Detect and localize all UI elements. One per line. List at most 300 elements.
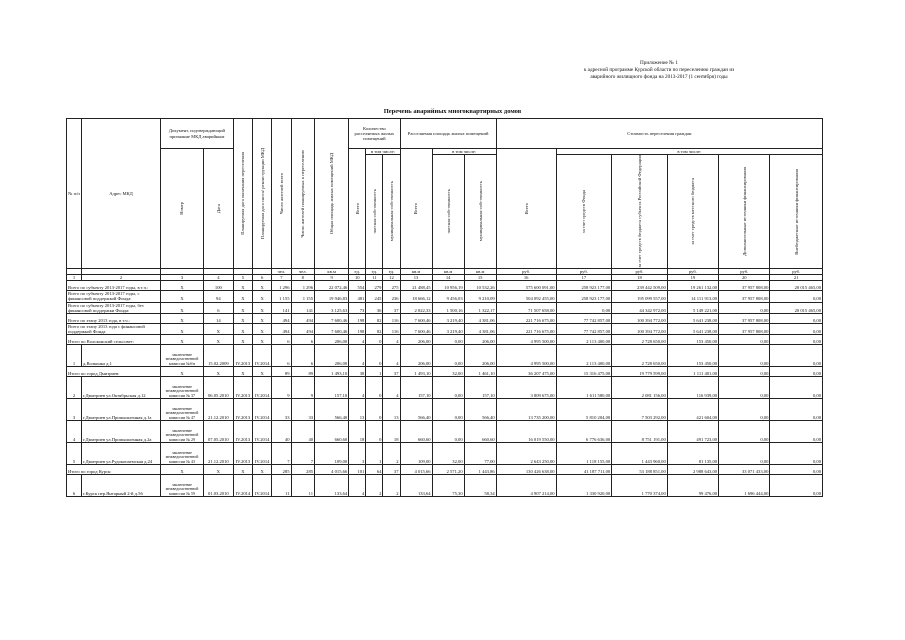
cell-col-4: 01.03.2010 bbox=[203, 475, 233, 497]
column-number-cell-16: 16 bbox=[496, 274, 556, 280]
table-body bbox=[67, 281, 823, 497]
cell-col-5: IV.2013 bbox=[233, 345, 252, 367]
cell-col-13: 7 600,46 bbox=[400, 313, 432, 323]
header-cost-incl: в том числе: bbox=[556, 149, 822, 155]
column-number-cell-14: 14 bbox=[432, 274, 464, 280]
column-number-cell-9: 9 bbox=[315, 274, 349, 280]
cell-col-4: Х bbox=[203, 465, 233, 475]
cell-col-13: 1 493,10 bbox=[400, 367, 432, 377]
document-title: Перечень аварийных многоквартирных домов bbox=[383, 108, 522, 115]
header-area-incl: в том числе: bbox=[432, 149, 496, 155]
cell-col-7: 1 296 bbox=[272, 281, 291, 291]
cell-col-13: 7 600,46 bbox=[400, 323, 432, 334]
appendix-line-2: к адресной программе Курской области по переселению граждан из bbox=[583, 67, 735, 73]
cell-col-1: 2 bbox=[67, 377, 82, 399]
cell-col-18: 44 342 972,00 bbox=[612, 302, 668, 313]
cell-col-21: 0,00 bbox=[770, 421, 823, 443]
cell-col-19: 5 149 221,00 bbox=[667, 302, 718, 313]
cell-col-15: 206,00 bbox=[464, 345, 496, 367]
cell-col-11: 2 bbox=[366, 475, 383, 497]
cell-col-15: 4 381,06 bbox=[464, 323, 496, 334]
cell-col-10: 198 bbox=[349, 313, 366, 323]
header-planned-demolish: Планируемая дата сноса/ реконструкции МКД bbox=[253, 119, 272, 269]
column-number-cell-15: 15 bbox=[464, 274, 496, 280]
cell-col-16: 130 426 638,00 bbox=[496, 465, 556, 475]
header-num: № п/п bbox=[67, 119, 82, 269]
cell-col-21: 0,00 bbox=[770, 345, 823, 367]
cell-col-10: 4 bbox=[349, 335, 366, 345]
cell-col-5: Х bbox=[233, 465, 252, 475]
cell-col-19: 5 641 238,00 bbox=[667, 313, 718, 323]
cell-col-12: 18 bbox=[383, 421, 400, 443]
cell-col-17: 258 923 177,00 bbox=[556, 291, 612, 302]
cell-col-17: 2 113 400,00 bbox=[556, 335, 612, 345]
cell-col-19: 19 261 132,00 bbox=[667, 281, 718, 291]
cell-col-5: IV.2013 bbox=[233, 377, 252, 399]
cell-col-12: 236 bbox=[383, 291, 400, 302]
cell-col-19: 421 604,00 bbox=[667, 399, 718, 421]
cell-col-2: г.Дмитриев ул.Рудокопаемская д.24 bbox=[81, 443, 160, 465]
cell-col-4: Х bbox=[203, 335, 233, 345]
cell-col-8: 494 bbox=[291, 323, 315, 334]
cell-col-10: 38 bbox=[349, 367, 366, 377]
cell-col-16: 4 995 500,00 bbox=[496, 335, 556, 345]
cell-col-17: 2 113 400,00 bbox=[556, 345, 612, 367]
cell-col-9: 206,00 bbox=[315, 335, 349, 345]
cell-col-15: 10 532,26 bbox=[464, 281, 496, 291]
cell-col-21: 20 015 465,00 bbox=[770, 281, 823, 291]
cell-col-17: 6 776 636,00 bbox=[556, 421, 612, 443]
cell-col-21: 0,00 bbox=[770, 335, 823, 345]
column-number-cell-18: 18 bbox=[612, 274, 668, 280]
cell-col-12: 37 bbox=[383, 302, 400, 313]
cell-col-19: 491 723,00 bbox=[667, 421, 718, 443]
cell-col-4: Х bbox=[203, 323, 233, 334]
cell-col-1: 5 bbox=[67, 443, 82, 465]
unit-cell-10: ед. bbox=[349, 268, 366, 274]
cell-col-15: 77,00 bbox=[464, 443, 496, 465]
unit-cell-18: руб. bbox=[612, 268, 668, 274]
header-address: Адрес МКД bbox=[81, 119, 160, 269]
cell-col-20: 0,00 bbox=[719, 367, 770, 377]
cell-col-2: г.Курск пер.Янтарный 2-й д.56 bbox=[81, 475, 160, 497]
cell-col-9: 133,64 bbox=[315, 475, 349, 497]
cell-col-17: 1 330 920,00 bbox=[556, 475, 612, 497]
cell-col-9: 109,00 bbox=[315, 443, 349, 465]
cell-col-4: 07.05.2010 bbox=[203, 421, 233, 443]
cell-col-11: 64 bbox=[366, 465, 383, 475]
cell-col-4: 21.12.2010 bbox=[203, 443, 233, 465]
header-residents: Число жителей всего bbox=[272, 119, 291, 269]
summary-row bbox=[67, 291, 823, 302]
cell-col-7: 285 bbox=[272, 465, 291, 475]
cell-col-19: 99 476,00 bbox=[667, 475, 718, 497]
cell-col-4: 100 bbox=[203, 281, 233, 291]
cell-col-11: 0 bbox=[366, 421, 383, 443]
column-number-cell-8: 8 bbox=[291, 274, 315, 280]
cell-col-11: 279 bbox=[366, 281, 383, 291]
row-label: Всего по субъекту 2013-2017 годы, с финансовой поддержкой Фонда: bbox=[67, 291, 161, 302]
cell-col-16: 4 907 214,00 bbox=[496, 475, 556, 497]
cell-col-19: 5 641 238,00 bbox=[667, 323, 718, 334]
cell-col-2: г.Дмитриев ул.Промышленная д.2а bbox=[81, 421, 160, 443]
cell-col-13: 109,00 bbox=[400, 443, 432, 465]
column-number-cell-3: 3 bbox=[161, 274, 204, 280]
cell-col-1: 3 bbox=[67, 399, 82, 421]
cell-col-8: 40 bbox=[291, 421, 315, 443]
cell-col-3: заключение межведомственной комиссии №б/н bbox=[161, 345, 204, 367]
cell-col-6: IV.2014 bbox=[253, 399, 272, 421]
cell-col-21: 20 015 465,00 bbox=[770, 302, 823, 313]
cell-col-9: 7 600,46 bbox=[315, 323, 349, 334]
cell-col-7: 33 bbox=[272, 399, 291, 421]
cell-col-15: 9 210,09 bbox=[464, 291, 496, 302]
column-number-cell-13: 13 bbox=[400, 274, 432, 280]
cell-col-5: IV.2014 bbox=[233, 475, 252, 497]
cell-col-7: 1 155 bbox=[272, 291, 291, 302]
cell-col-21: 0,00 bbox=[770, 475, 823, 497]
cell-col-20: 0,00 bbox=[719, 399, 770, 421]
cell-col-16: 221 716 675,00 bbox=[496, 313, 556, 323]
cell-col-12: 13 bbox=[383, 399, 400, 421]
unit-cell-21: руб. bbox=[770, 268, 823, 274]
cell-col-18: 19 779 599,00 bbox=[612, 367, 668, 377]
cell-col-5: Х bbox=[233, 281, 252, 291]
cell-col-6: Х bbox=[253, 323, 272, 334]
cell-col-8: 141 bbox=[291, 302, 315, 313]
cell-col-3: Х bbox=[161, 291, 204, 302]
cell-col-13: 4 015,66 bbox=[400, 465, 432, 475]
cell-col-16: 16 019 550,00 bbox=[496, 421, 556, 443]
cell-col-13: 21 488,45 bbox=[400, 281, 432, 291]
cell-col-10: 4 bbox=[349, 475, 366, 497]
cell-col-8: 285 bbox=[291, 465, 315, 475]
unit-cell-14: кв.м bbox=[432, 268, 464, 274]
cell-col-18: 53 188 851,00 bbox=[612, 465, 668, 475]
header-cost-subject: за счет средств бюджета субъекта Российской Федерации bbox=[612, 155, 668, 269]
cell-col-18: 1 443 960,00 bbox=[612, 443, 668, 465]
column-number-cell-12: 12 bbox=[383, 274, 400, 280]
summary-row bbox=[67, 335, 823, 345]
cell-col-14: 32,00 bbox=[432, 443, 464, 465]
header-rooms-incl: в том числе: bbox=[366, 149, 400, 155]
cell-col-11: 1 bbox=[366, 443, 383, 465]
row-label: Всего по субъекту 2013-2017 годы, без финансовой поддержки Фонда: bbox=[67, 302, 161, 313]
cell-col-11: 0 bbox=[366, 377, 383, 399]
cell-col-13: 2 822,33 bbox=[400, 302, 432, 313]
cell-col-3: заключение межведомственной комиссии № 43 bbox=[161, 443, 204, 465]
row-label: Всего по этапу 2013 года, в т.ч.: bbox=[67, 313, 161, 323]
header-rooms-count: Количество расселяемых жилых помещений bbox=[349, 119, 400, 149]
row-label: Итого по город Дмитриев: bbox=[67, 367, 161, 377]
cell-col-15: 157,10 bbox=[464, 377, 496, 399]
cell-col-20: 0,00 bbox=[719, 345, 770, 367]
cell-col-20: 37 957 808,00 bbox=[719, 281, 770, 291]
cell-col-7: 494 bbox=[272, 323, 291, 334]
cell-col-13: 206,00 bbox=[400, 345, 432, 367]
cell-col-17: 258 923 177,00 bbox=[556, 281, 612, 291]
cell-col-19: 153 450,00 bbox=[667, 345, 718, 367]
cell-col-5: Х bbox=[233, 302, 252, 313]
cell-col-15: 4 381,06 bbox=[464, 313, 496, 323]
cell-col-6: IV.2014 bbox=[253, 421, 272, 443]
cell-col-19: 2 988 643,00 bbox=[667, 465, 718, 475]
header-rooms-municipal: муниципальная собственность bbox=[383, 155, 400, 269]
summary-row bbox=[67, 323, 823, 334]
cell-col-14: 0,00 bbox=[432, 335, 464, 345]
cell-col-18: 7 503 292,00 bbox=[612, 399, 668, 421]
cell-col-16: 221 716 675,00 bbox=[496, 323, 556, 334]
table-row bbox=[67, 345, 823, 367]
cell-col-14: 0,00 bbox=[432, 399, 464, 421]
cell-col-7: 6 bbox=[272, 335, 291, 345]
cell-col-8: 1 155 bbox=[291, 291, 315, 302]
row-label: Итого по город Курск: bbox=[67, 465, 161, 475]
cell-col-5: Х bbox=[233, 367, 252, 377]
cell-col-9: 19 946,83 bbox=[315, 291, 349, 302]
cell-col-18: 100 394 772,00 bbox=[612, 313, 668, 323]
cell-col-20: 37 957 808,00 bbox=[719, 323, 770, 334]
cell-col-11: 36 bbox=[366, 302, 383, 313]
cell-col-16: 4 995 500,00 bbox=[496, 345, 556, 367]
cell-col-14: 0,00 bbox=[432, 377, 464, 399]
header-area-resettled: Расселяемая площадь жилых помещений bbox=[400, 119, 496, 149]
column-number-cell-19: 19 bbox=[667, 274, 718, 280]
cell-col-3: Х bbox=[161, 367, 204, 377]
cell-col-10: 101 bbox=[349, 465, 366, 475]
cell-col-19: 1 111 401,00 bbox=[667, 367, 718, 377]
cell-col-7: 494 bbox=[272, 313, 291, 323]
cell-col-9: 1 493,10 bbox=[315, 367, 349, 377]
cell-col-12: 275 bbox=[383, 281, 400, 291]
cell-col-12: 2 bbox=[383, 443, 400, 465]
cell-col-4: 14 bbox=[203, 313, 233, 323]
header-cost-total: Всего bbox=[496, 149, 556, 269]
cell-col-9: 157,10 bbox=[315, 377, 349, 399]
cell-col-21: 0,00 bbox=[770, 313, 823, 323]
cell-col-21: 0,00 bbox=[770, 443, 823, 465]
cell-col-3: Х bbox=[161, 281, 204, 291]
table-row bbox=[67, 443, 823, 465]
column-number-cell-10: 10 bbox=[349, 274, 366, 280]
appendix-line-1: Приложение № 1 bbox=[640, 60, 678, 66]
header-residents-planned: Число жителей планируемых к переселению bbox=[291, 119, 315, 269]
cell-col-20: 0,00 bbox=[719, 335, 770, 345]
row-label: Итого по Волоконский сельсовет: bbox=[67, 335, 161, 345]
cell-col-1: 1 bbox=[67, 345, 82, 367]
cell-col-2: г.Дмитриев ул.Промышленная д.1а bbox=[81, 399, 160, 421]
cell-col-12: 116 bbox=[383, 313, 400, 323]
cell-col-3: Х bbox=[161, 313, 204, 323]
cell-col-2: г.Дмитриев ул.Октябрьская д.12 bbox=[81, 377, 160, 399]
header-doc-number: Номер bbox=[161, 149, 204, 269]
header-rooms-total: Всего bbox=[349, 149, 366, 269]
cell-col-19: 153 450,00 bbox=[667, 335, 718, 345]
cell-col-10: 554 bbox=[349, 281, 366, 291]
column-number-cell-2: 2 bbox=[81, 274, 160, 280]
cell-col-14: 0,00 bbox=[432, 421, 464, 443]
header-total-area: Общая площадь жилых помещений МКД bbox=[315, 119, 349, 269]
cell-col-13: 206,00 bbox=[400, 335, 432, 345]
cell-col-16: 575 600 091,00 bbox=[496, 281, 556, 291]
cell-col-3: заключение межведомственной комиссии № 37 bbox=[161, 377, 204, 399]
cell-col-11: 82 bbox=[366, 313, 383, 323]
cell-col-3: Х bbox=[161, 465, 204, 475]
cell-col-11: 82 bbox=[366, 323, 383, 334]
cell-col-8: 7 bbox=[291, 443, 315, 465]
cell-col-13: 660,60 bbox=[400, 421, 432, 443]
header-cost: Стоимость переселения граждан bbox=[496, 119, 822, 149]
cell-col-4: Х bbox=[203, 367, 233, 377]
cell-col-10: 13 bbox=[349, 399, 366, 421]
cell-col-21: 0,00 bbox=[770, 399, 823, 421]
cell-col-7: 40 bbox=[272, 421, 291, 443]
cell-col-18: 1 770 374,00 bbox=[612, 475, 668, 497]
header-cost-fund: за счет средств Фонда bbox=[556, 155, 612, 269]
table-row bbox=[67, 475, 823, 497]
cell-col-17: 0,00 bbox=[556, 302, 612, 313]
cell-col-16: 71 507 658,00 bbox=[496, 302, 556, 313]
cell-col-13: 566,40 bbox=[400, 399, 432, 421]
cell-col-5: IV.2013 bbox=[233, 443, 252, 465]
column-number-cell-20: 20 bbox=[719, 274, 770, 280]
cell-col-6: Х bbox=[253, 291, 272, 302]
cell-col-5: Х bbox=[233, 313, 252, 323]
column-number-cell-7: 7 bbox=[272, 274, 291, 280]
cell-col-18: 2 728 650,00 bbox=[612, 345, 668, 367]
summary-row bbox=[67, 465, 823, 475]
cell-col-15: 660,60 bbox=[464, 421, 496, 443]
cell-col-18: 8 751 191,00 bbox=[612, 421, 668, 443]
cell-col-18: 239 442 509,00 bbox=[612, 281, 668, 291]
cell-col-10: 481 bbox=[349, 291, 366, 302]
cell-col-17: 77 742 857,00 bbox=[556, 323, 612, 334]
cell-col-4: 21.12.2010 bbox=[203, 399, 233, 421]
cell-col-18: 2 728 650,00 bbox=[612, 335, 668, 345]
cell-col-20: 37 957 808,00 bbox=[719, 313, 770, 323]
emergency-houses-table bbox=[66, 118, 823, 497]
cell-col-13: 133,64 bbox=[400, 475, 432, 497]
cell-col-21: 0,00 bbox=[770, 323, 823, 334]
cell-col-6: Х bbox=[253, 281, 272, 291]
row-label: Всего по субъекту 2013-2017 годы, в т.ч.: bbox=[67, 281, 161, 291]
cell-col-8: 1 296 bbox=[291, 281, 315, 291]
unit-cell-16: руб. bbox=[496, 268, 556, 274]
table-row bbox=[67, 399, 823, 421]
cell-col-11: 0 bbox=[366, 335, 383, 345]
cell-col-20: 33 071 433,00 bbox=[719, 465, 770, 475]
cell-col-21: 0,00 bbox=[770, 367, 823, 377]
cell-col-5: Х bbox=[233, 335, 252, 345]
cell-col-17: 77 742 857,00 bbox=[556, 313, 612, 323]
cell-col-10: 4 bbox=[349, 345, 366, 367]
header-area-private: частная собственность bbox=[432, 155, 464, 269]
cell-col-17: 15 316 475,00 bbox=[556, 367, 612, 377]
cell-col-9: 22 072,46 bbox=[315, 281, 349, 291]
cell-col-15: 58,34 bbox=[464, 475, 496, 497]
cell-col-7: 89 bbox=[272, 367, 291, 377]
cell-col-6: Х bbox=[253, 367, 272, 377]
cell-col-9: 7 600,46 bbox=[315, 313, 349, 323]
cell-col-3: Х bbox=[161, 302, 204, 313]
column-number-cell-4: 4 bbox=[203, 274, 233, 280]
header-planned-resettle: Планируемая дата окончания переселения bbox=[233, 119, 252, 269]
cell-col-18: 100 394 772,00 bbox=[612, 323, 668, 334]
header-cost-extra: Дополнительные источники финансирования bbox=[719, 155, 770, 269]
cell-col-6: IV.2014 bbox=[253, 475, 272, 497]
cell-col-4: 94 bbox=[203, 291, 233, 302]
cell-col-15: 566,40 bbox=[464, 399, 496, 421]
cell-col-3: Х bbox=[161, 335, 204, 345]
column-number-cell-6: 6 bbox=[253, 274, 272, 280]
cell-col-4: 06.05.2010 bbox=[203, 377, 233, 399]
cell-col-3: заключение межведомственной комиссии № 29 bbox=[161, 421, 204, 443]
cell-col-14: 3 219,40 bbox=[432, 313, 464, 323]
cell-col-5: Х bbox=[233, 323, 252, 334]
header-rooms-private: частная собственность bbox=[366, 155, 383, 269]
cell-col-7: 11 bbox=[272, 475, 291, 497]
cell-col-16: 2 643 250,00 bbox=[496, 443, 556, 465]
row-label: Всего по этапу 2013 года с финансовой поддержкой Фонда bbox=[67, 323, 161, 334]
header-area-total: Всего bbox=[400, 149, 432, 269]
cell-col-6: IV.2014 bbox=[253, 345, 272, 367]
cell-col-18: 195 099 557,00 bbox=[612, 291, 668, 302]
cell-col-10: 4 bbox=[349, 377, 366, 399]
header-area-municipal: муниципальная собственность bbox=[464, 155, 496, 269]
cell-col-11: 0 bbox=[366, 399, 383, 421]
column-number-cell-5: 5 bbox=[233, 274, 252, 280]
cell-col-8: 6 bbox=[291, 345, 315, 367]
cell-col-10: 3 bbox=[349, 443, 366, 465]
cell-col-14: 3 219,40 bbox=[432, 323, 464, 334]
unit-cell-19: руб. bbox=[667, 268, 718, 274]
cell-col-6: Х bbox=[253, 465, 272, 475]
header-doc: Документ, подтверждающий признание МКД аварийным bbox=[161, 119, 234, 149]
cell-col-12: 4 bbox=[383, 377, 400, 399]
cell-col-14: 32,00 bbox=[432, 367, 464, 377]
cell-col-17: 1 611 580,00 bbox=[556, 377, 612, 399]
cell-col-4: 15.02.2009 bbox=[203, 345, 233, 367]
cell-col-16: 36 207 475,00 bbox=[496, 367, 556, 377]
cell-col-14: 75,30 bbox=[432, 475, 464, 497]
cell-col-3: заключение межведомственной комиссии № 47 bbox=[161, 399, 204, 421]
cell-col-3: Х bbox=[161, 323, 204, 334]
cell-col-19: 116 939,00 bbox=[667, 377, 718, 399]
cell-col-8: 6 bbox=[291, 335, 315, 345]
cell-col-15: 1 461,10 bbox=[464, 367, 496, 377]
unit-cell-17: руб. bbox=[556, 268, 612, 274]
cell-col-2: д.Волконка д.1 bbox=[81, 345, 160, 367]
unit-cell-20: руб. bbox=[719, 268, 770, 274]
cell-col-17: 5 810 204,00 bbox=[556, 399, 612, 421]
cell-col-20: 0,00 bbox=[719, 302, 770, 313]
column-number-cell-11: 11 bbox=[366, 274, 383, 280]
cell-col-17: 1 118 155,00 bbox=[556, 443, 612, 465]
unit-cell-15: кв.м bbox=[464, 268, 496, 274]
cell-col-9: 3 125,63 bbox=[315, 302, 349, 313]
cell-col-14: 2 571,20 bbox=[432, 465, 464, 475]
cell-col-16: 3 809 675,00 bbox=[496, 377, 556, 399]
cell-col-12: 116 bbox=[383, 323, 400, 334]
cell-col-20: 0,00 bbox=[719, 377, 770, 399]
cell-col-7: 141 bbox=[272, 302, 291, 313]
cell-col-5: IV.2013 bbox=[233, 399, 252, 421]
cell-col-6: IV.2014 bbox=[253, 377, 272, 399]
cell-col-20: 0,00 bbox=[719, 443, 770, 465]
cell-col-17: 41 187 711,00 bbox=[556, 465, 612, 475]
cell-col-13: 18 666,12 bbox=[400, 291, 432, 302]
cell-col-1: 4 bbox=[67, 421, 82, 443]
